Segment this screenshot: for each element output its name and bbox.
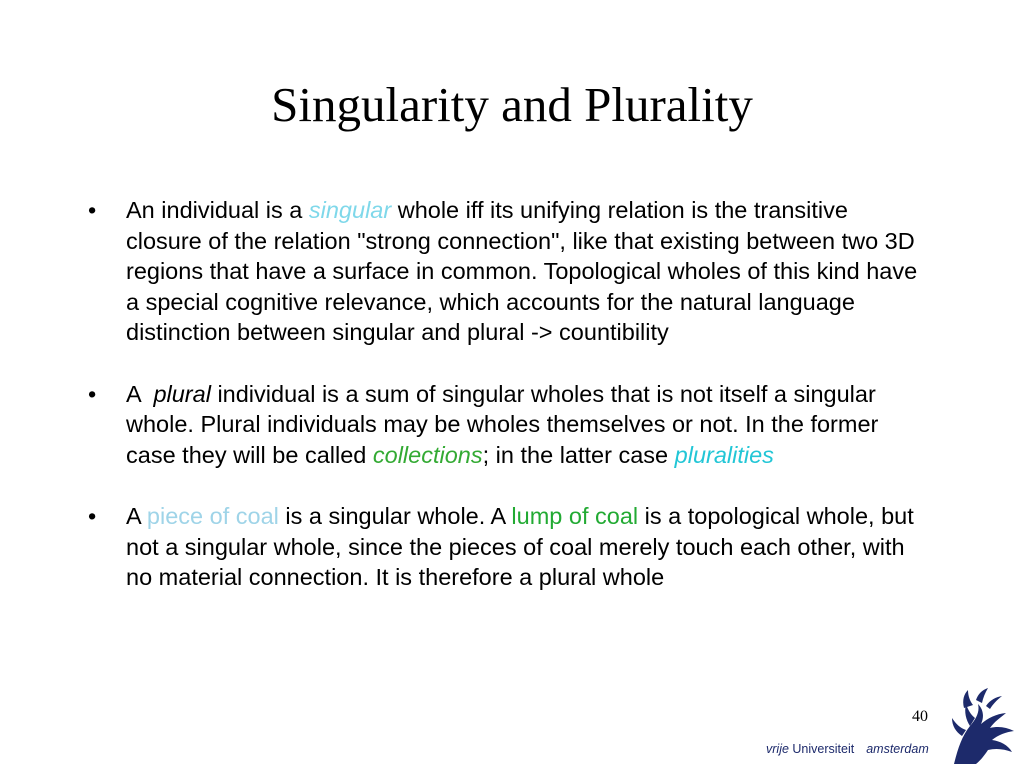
bullet-item [88, 379, 928, 471]
term-lump-of-coal: lump of coal [511, 503, 639, 529]
term-plural: plural [153, 380, 211, 407]
term-piece-of-coal: piece of coal [146, 503, 279, 529]
bullet-list [88, 195, 928, 593]
wordmark-vrije: vrije [766, 742, 789, 756]
wordmark-amsterdam: amsterdam [866, 742, 929, 756]
bullet-text: An individual is a [126, 197, 309, 223]
bullet-text: is a singular whole. A [278, 503, 512, 529]
term-singular: singular [308, 197, 392, 223]
page-number: 40 [912, 708, 928, 725]
university-wordmark [766, 742, 929, 756]
bullet-text: A [126, 503, 147, 529]
bullet-text: is a topological whole, but not a singular whole, since the pieces of coal merely touch each other, with no material connection. It is therefore a plural whole [126, 503, 914, 590]
bullet-marker: • [88, 503, 97, 529]
wordmark-universiteit: Universiteit [788, 742, 855, 756]
bullet-item [88, 501, 928, 593]
bullet-marker: • [88, 197, 97, 223]
term-pluralities: pluralities [674, 441, 774, 468]
bullet-marker: • [88, 380, 97, 407]
bullet-text: A [126, 380, 154, 407]
bullet-text: individual is a sum of singular wholes that is not itself a singular whole. Plural individuals may be wholes themselves or not. In the former case they will be called [126, 380, 879, 468]
griffin-logo-icon [940, 686, 1018, 766]
slide-title: Singularity and Plurality [271, 77, 753, 132]
bullet-text: whole iff its unifying relation is the transitive closure of the relation "strong connection", like that existing between two 3D regions that have a surface in common. Topological wholes of this kind have a special cognitive relevance, which accounts for the natural language distinction between singular and plural -> countibility [126, 197, 918, 345]
bullet-item [88, 195, 928, 348]
term-collections: collections [372, 441, 483, 468]
bullet-text: ; in the latter case [482, 441, 675, 468]
